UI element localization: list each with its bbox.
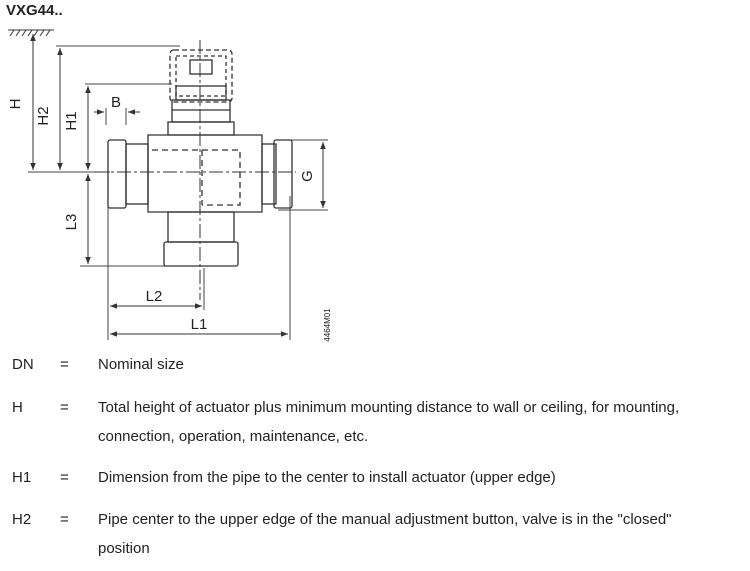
- adjustment-button-outline: [170, 50, 232, 102]
- legend-abbr: H1: [12, 469, 32, 486]
- legend-equals: =: [60, 511, 69, 528]
- legend-abbr: H: [12, 399, 23, 416]
- dimension-lines: [33, 34, 323, 334]
- label-L2: L2: [145, 288, 163, 305]
- legend-equals: =: [60, 399, 69, 416]
- drawing-id: 4464M01: [323, 308, 332, 342]
- label-H: H: [7, 98, 24, 110]
- wall-hatch: [8, 30, 54, 36]
- legend-abbr: H2: [12, 511, 32, 528]
- legend-desc: Nominal size: [98, 356, 184, 373]
- centerlines: [94, 40, 296, 300]
- label-L1: L1: [190, 316, 208, 333]
- legend-desc: Pipe center to the upper edge of the manual adjustment button, valve is in the "closed" position: [98, 511, 672, 557]
- page-title: VXG44..: [6, 2, 63, 19]
- label-L3: L3: [63, 213, 80, 231]
- label-H2: H2: [35, 106, 52, 126]
- label-H1: H1: [63, 111, 80, 131]
- extension-lines: [28, 46, 328, 340]
- legend-desc: Dimension from the pipe to the center to install actuator (upper edge): [98, 469, 556, 486]
- legend-desc: Total height of actuator plus minimum mounting distance to wall or ceiling, for mounting, connection, operation, maintenance, etc.: [98, 399, 680, 445]
- legend-abbr: DN: [12, 356, 34, 373]
- legend-equals: =: [60, 356, 69, 373]
- legend-equals: =: [60, 469, 69, 486]
- label-B: B: [110, 94, 122, 111]
- label-G: G: [299, 170, 316, 182]
